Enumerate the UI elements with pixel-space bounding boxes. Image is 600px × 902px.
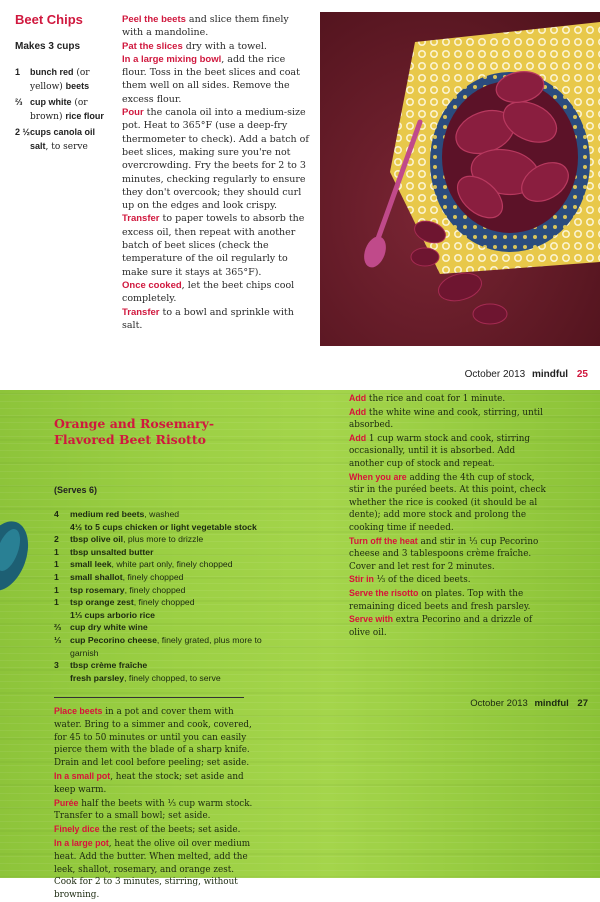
step: Finely dice the rest of the beets; set aside.: [54, 824, 241, 836]
step: Peel the beets and slice them finely with a mandoline.: [122, 14, 289, 39]
recipe-title: Orange and Rosemary-Flavored Beet Risotto: [54, 416, 215, 447]
ingredient-list: [54, 508, 284, 684]
step: Purée half the beets with ⅓ cup warm stock. Transfer to a small bowl; set aside.: [54, 797, 253, 822]
ingredient-item: salt, to serve: [30, 140, 88, 152]
step: When you are adding the 4th cup of stock, stir in the puréed beets. At this point, check whether the rice is cooked (it should be al dente); add more stock and prolong the cooking time if needed.: [349, 471, 546, 533]
recipe-steps: [122, 13, 310, 332]
ingredient-item: 1 small leek, white part only, finely chopped: [54, 559, 233, 570]
ingredient-item: 1 tbsp unsalted butter: [54, 546, 154, 557]
ingredient-item: 4 medium red beets, washed: [54, 509, 180, 519]
ingredient-item: 1⅓ cups arborio rice: [70, 609, 155, 620]
step: Stir in ⅓ of the diced beets.: [349, 574, 471, 586]
ingredient-item: ⅓ cup Pecorino cheese, finely grated, plus more to garnish: [54, 634, 262, 658]
divider: [54, 697, 244, 698]
ingredient-item: ⅔ cup dry white wine: [54, 622, 148, 633]
step: Serve the risotto on plates. Top with the remaining diced beets and fresh parsley.: [349, 587, 531, 612]
ingredient-item: 1 tsp orange zest, finely chopped: [54, 597, 195, 608]
page-25: [0, 0, 600, 390]
recipe-title: Beet Chips: [15, 12, 83, 27]
step: In a large mixing bowl, add the rice flour. Toss in the beet slices and coat them well on all sides. Remove the excess flour.: [122, 53, 300, 105]
step: Add 1 cup warm stock and cook, stirring occasionally, until it is absorbed. Add another cup of stock and repeat.: [349, 432, 530, 469]
ingredient-item: fresh parsley, finely chopped, to serve: [70, 672, 221, 683]
ingredient-item: 2 tbsp olive oil, plus more to drizzle: [54, 534, 204, 545]
step: Pour the canola oil into a medium-size pot. Heat to 365°F (use a deep-fry thermometer to check). Add a batch of beet slices, making sure you're not overcrowding. Fry the beets for 2 to 3 minutes, checking regularly to ensure they don't overcook; they should curl up on the edges and look crispy.: [122, 107, 309, 212]
ingredient-item: 4½ to 5 cups chicken or light vegetable stock: [70, 521, 257, 532]
ingredient-list: [15, 66, 120, 156]
step: Pat the slices dry with a towel.: [122, 40, 267, 52]
step: In a small pot, heat the stock; set aside and keep warm.: [54, 770, 244, 795]
ingredient-item: 1 small shallot, finely chopped: [54, 571, 184, 582]
step: Add the white wine and cook, stirring, until absorbed.: [349, 406, 543, 431]
ingredient-item: 3 tbsp crème fraîche: [54, 660, 148, 671]
spoon-decoration: [0, 520, 38, 610]
ingredient-item: 1 bunch red (or yellow) beets: [15, 67, 90, 92]
recipe-steps-left: [54, 705, 254, 902]
step: In a large pot, heat the olive oil over medium heat. Add the butter. When melted, add the leek, shallot, rosemary, and orange zest. Cook for 2 to 3 minutes, stirring, without browning.: [54, 837, 251, 901]
ingredient-item: 1 tsp rosemary, finely chopped: [54, 584, 186, 595]
step: Serve with extra Pecorino and a drizzle of olive oil.: [349, 614, 533, 638]
recipe-steps-right: [349, 392, 549, 639]
step: Once cooked, let the beet chips cool completely.: [122, 279, 295, 305]
step: Transfer to paper towels to absorb the excess oil, then repeat with another batch of beet slices (check the temperature of the oil regularly to make sure it stays at 365°F).: [122, 213, 305, 278]
recipe-yield: Makes 3 cups: [15, 41, 81, 52]
recipe-yield: (Serves 6): [54, 485, 98, 495]
ingredient-item: 2 ½ cups canola oil: [15, 127, 96, 137]
step: Transfer to a bowl and sprinkle with salt.: [122, 306, 294, 331]
page-footer: October 2013 mindful 25: [464, 369, 588, 380]
step: Place beets in a pot and cover them with water. Bring to a simmer and cook, covered, for 45 to 50 minutes or until you can easily pierce them with the blade of a sharp knife. Drain and let cool before peeling; set aside.: [54, 706, 252, 769]
beet-chips-photo: [320, 12, 600, 346]
page-footer: October 2013 mindful 27: [470, 698, 588, 709]
step: Add the rice and coat for 1 minute.: [349, 393, 506, 404]
ingredient-item: ⅔ cup white (or brown) rice flour: [15, 97, 104, 122]
step: Turn off the heat and stir in ⅓ cup Pecorino cheese and 3 tablespoons crème fraîche. Cover and let rest for 2 minutes.: [349, 535, 539, 572]
page-27: [0, 390, 600, 901]
